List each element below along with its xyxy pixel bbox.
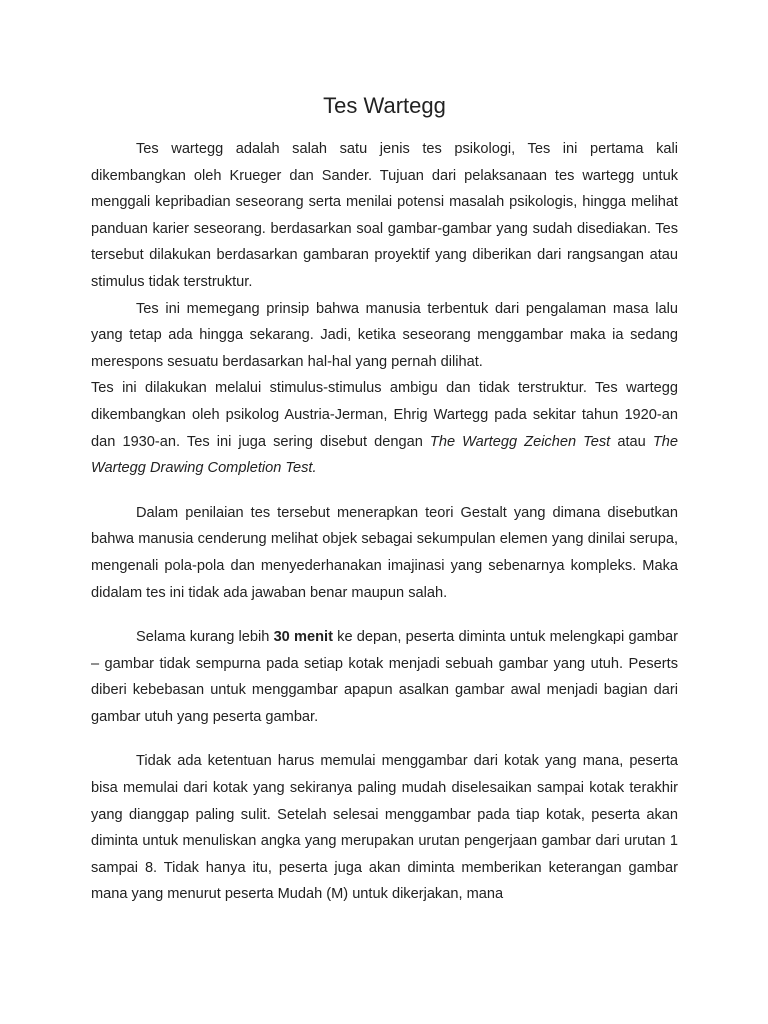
paragraph-principle: Tes ini memegang prinsip bahwa manusia terbentuk dari pengalaman masa lalu yang tetap ada hingga sekarang. Jadi, ketika seseorang menggambar maka ia sedang merespons sesuatu berdasarkan hal-hal yang pernah dilihat. xyxy=(91,300,678,370)
history-test-name-1: The Wartegg Zeichen Test xyxy=(429,433,611,450)
history-text-b: atau xyxy=(610,433,653,450)
duration-text-b: ke depan, peserta diminta untuk melengkapi gambar – gambar tidak sempurna pada setiap kotak menjadi sebuah gambar yang utuh. Peserts diberi kebebasan untuk menggambar apapun asalkan gambar awal menjadi bagian dari gambar utuh yang peserta gambar. xyxy=(91,629,678,725)
paragraph-gestalt: Dalam penilaian tes tersebut menerapkan teori Gestalt yang dimana disebutkan bahwa manusia cenderung melihat objek sebagai sekumpulan elemen yang dinilai serupa, mengenali pola-pola dan menyederhanakan imajinasi yang sebenarnya kompleks. Maka didalam tes ini tidak ada jawaban benar maupun salah. xyxy=(91,504,678,601)
history-test-name-2: The Wartegg Drawing Completion Test. xyxy=(91,433,678,477)
duration-highlight: 30 menit xyxy=(273,629,333,646)
document-title: Tes Wartegg xyxy=(323,93,446,118)
history-text-a: Tes ini dilakukan melalui stimulus-stimulus ambigu dan tidak terstruktur. Tes wartegg dikembangkan oleh psikolog Austria-Jerman, Ehrig Wartegg pada sekitar tahun 1920-an dan 1930-an. Tes ini juga sering disebut dengan xyxy=(91,380,678,450)
duration-text-a: Selama kurang lebih xyxy=(136,629,274,646)
document-page xyxy=(91,88,678,908)
paragraph-intro: Tes wartegg adalah salah satu jenis tes psikologi, Tes ini pertama kali dikembangkan oleh Krueger dan Sander. Tujuan dari pelaksanaan tes wartegg untuk menggali kepribadian seseorang serta menilai potensi masalah psikologis, hingga melihat panduan karier seseorang. berdasarkan soal gambar-gambar yang sudah disediakan. Tes tersebut dilakukan berdasarkan gambaran proyektif yang diberikan dari rangsangan atau stimulus tidak terstruktur. xyxy=(91,141,678,290)
paragraph-history xyxy=(91,375,678,481)
paragraph-duration xyxy=(91,624,678,730)
paragraph-procedure: Tidak ada ketentuan harus memulai menggambar dari kotak yang mana, peserta bisa memulai dari kotak yang sekiranya paling mudah diselesaikan sampai kotak terakhir yang dianggap paling sulit. Setelah selesai menggambar pada tiap kotak, peserta akan diminta untuk menuliskan angka yang merupakan urutan pengerjaan gambar dari urutan 1 sampai 8. Tidak hanya itu, peserta juga akan diminta memberikan keterangan gambar mana yang menurut peserta Mudah (M) untuk dikerjakan, mana xyxy=(91,753,678,903)
